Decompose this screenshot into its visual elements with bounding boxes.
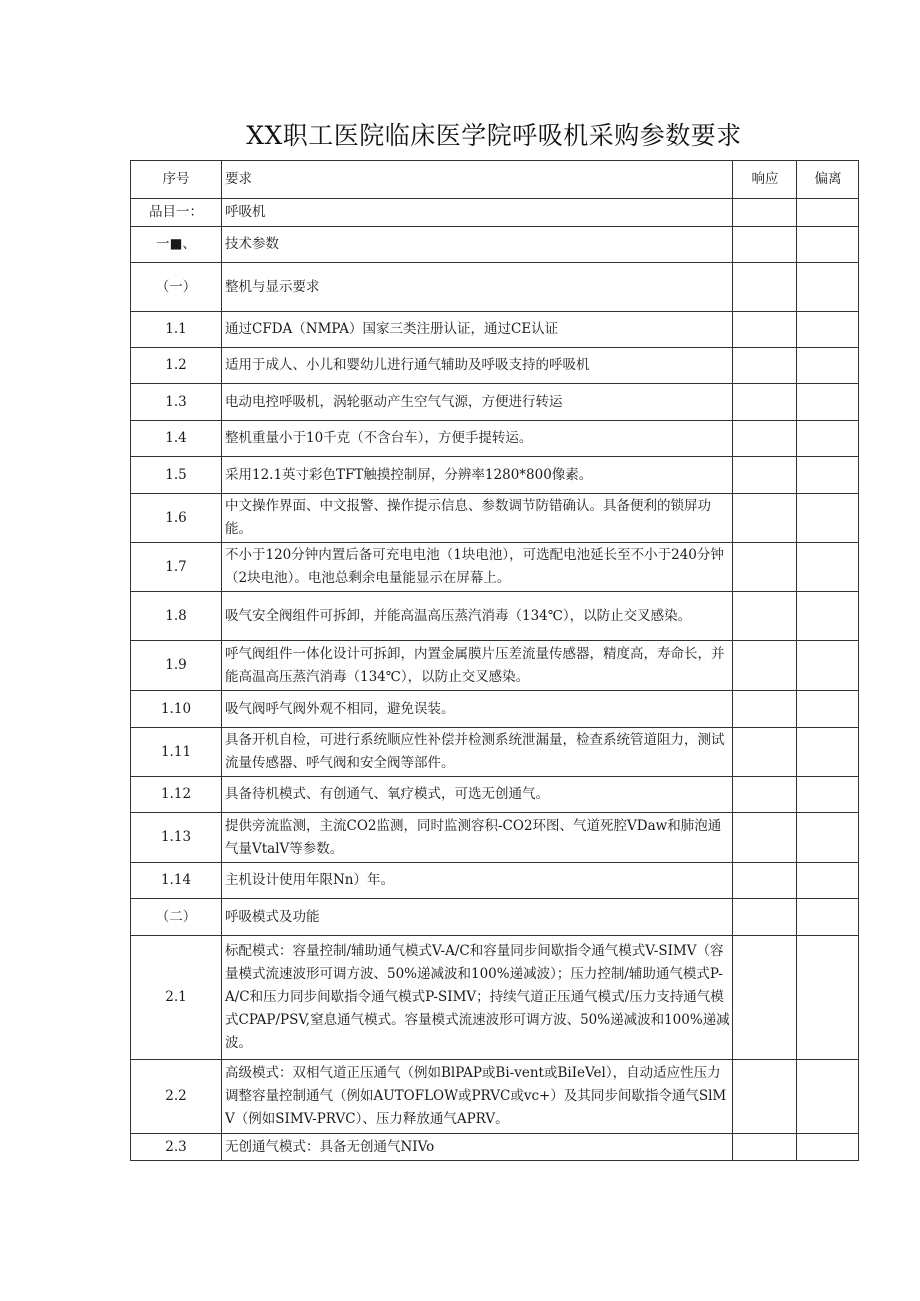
- row-requirement: 标配模式：容量控制/辅助通气模式V-A/C和容量同步间歇指令通气模式V-SIMV（容量模式流速波形可调方波、50%递减波和100%递减波）；压力控制/辅助通气模式P-A/C和压力同步间歇指令通气模式P-SIMV；持续气道正压通气模式/压力支持通气模式CPAP/PSV,窒息通气模式。容量模式流速波形可调方波、50%递减波和100%递减波。: [222, 936, 733, 1060]
- row-requirement: 中文操作界面、中文报警、操作提示信息、参数调节防错确认。具备便利的锁屏功能。: [222, 494, 733, 543]
- deviation-cell[interactable]: [797, 421, 859, 457]
- response-cell[interactable]: [733, 863, 797, 899]
- row-requirement: 高级模式：双相气道正压通气（例如BlPAP或Bi-vent或BiIeVel），自动适应性压力调整容量控制通气（例如AUTOFLOW或PRVC或vc+）及其同步间歇指令通气SlMV（例如SIMV-PRVC）、压力释放通气APRV。: [222, 1060, 733, 1134]
- deviation-cell[interactable]: [797, 691, 859, 728]
- response-cell[interactable]: [733, 691, 797, 728]
- table-row: [131, 227, 859, 263]
- deviation-cell[interactable]: [797, 494, 859, 543]
- row-number: 2.1: [131, 936, 222, 1060]
- table-row: [131, 384, 859, 421]
- table-row: [131, 421, 859, 457]
- deviation-cell[interactable]: [797, 899, 859, 936]
- table-row: [131, 1134, 859, 1161]
- response-cell[interactable]: [733, 494, 797, 543]
- deviation-cell[interactable]: [797, 384, 859, 421]
- table-row: [131, 263, 859, 312]
- deviation-cell[interactable]: [797, 641, 859, 691]
- response-cell[interactable]: [733, 936, 797, 1060]
- response-cell[interactable]: [733, 384, 797, 421]
- deviation-cell[interactable]: [797, 312, 859, 348]
- header-no: 序号: [131, 161, 222, 199]
- deviation-cell[interactable]: [797, 1060, 859, 1134]
- deviation-cell[interactable]: [797, 457, 859, 494]
- page-title: XX职工医院临床医学院呼吸机采购参数要求: [246, 121, 742, 150]
- row-requirement: 吸气阀呼气阀外观不相同，避免误装。: [222, 691, 733, 728]
- row-requirement: 吸气安全阀组件可拆卸，并能高温高压蒸汽消毒（134℃），以防止交叉感染。: [222, 592, 733, 641]
- header-deviation: 偏离: [797, 161, 859, 199]
- response-cell[interactable]: [733, 777, 797, 813]
- row-requirement: 具备开机自检，可进行系统顺应性补偿并检测系统泄漏量，检查系统管道阻力，测试流量传感器、呼气阀和安全阀等部件。: [222, 728, 733, 777]
- row-requirement: 技术参数: [222, 227, 733, 263]
- row-requirement: 整机重量小于10千克（不含台车），方便手提转运。: [222, 421, 733, 457]
- response-cell[interactable]: [733, 592, 797, 641]
- table-row: [131, 494, 859, 543]
- deviation-cell[interactable]: [797, 728, 859, 777]
- response-cell[interactable]: [733, 312, 797, 348]
- deviation-cell[interactable]: [797, 199, 859, 227]
- row-number: 2.3: [131, 1134, 222, 1161]
- row-number: 1.9: [131, 641, 222, 691]
- table-row: [131, 1060, 859, 1134]
- row-number: 2.2: [131, 1060, 222, 1134]
- row-number: 1.5: [131, 457, 222, 494]
- row-number: 1.11: [131, 728, 222, 777]
- table-row: [131, 312, 859, 348]
- row-requirement: 不小于120分钟内置后备可充电电池（1块电池），可选配电池延长至不小于240分钟（2块电池）。电池总剩余电量能显示在屏幕上。: [222, 543, 733, 592]
- response-cell[interactable]: [733, 641, 797, 691]
- requirements-table: [130, 160, 859, 1161]
- row-number: 一■、: [131, 227, 222, 263]
- deviation-cell[interactable]: [797, 936, 859, 1060]
- response-cell[interactable]: [733, 899, 797, 936]
- row-requirement: 电动电控呼吸机，涡轮驱动产生空气气源，方便进行转运: [222, 384, 733, 421]
- table-row: [131, 592, 859, 641]
- response-cell[interactable]: [733, 1060, 797, 1134]
- table-row: [131, 691, 859, 728]
- row-number: 1.12: [131, 777, 222, 813]
- table-row: [131, 863, 859, 899]
- row-requirement: 主机设计使用年限Nn）年。: [222, 863, 733, 899]
- table-row: [131, 936, 859, 1060]
- row-number: 1.8: [131, 592, 222, 641]
- table-row: [131, 641, 859, 691]
- row-number: 1.4: [131, 421, 222, 457]
- row-number: 1.14: [131, 863, 222, 899]
- response-cell[interactable]: [733, 543, 797, 592]
- deviation-cell[interactable]: [797, 543, 859, 592]
- response-cell[interactable]: [733, 728, 797, 777]
- response-cell[interactable]: [733, 1134, 797, 1161]
- row-requirement: 适用于成人、小儿和婴幼儿进行通气辅助及呼吸支持的呼吸机: [222, 348, 733, 384]
- table-row: [131, 777, 859, 813]
- deviation-cell[interactable]: [797, 348, 859, 384]
- deviation-cell[interactable]: [797, 1134, 859, 1161]
- table-row: [131, 457, 859, 494]
- row-requirement: 通过CFDA（NMPA）国家三类注册认证，通过CE认证: [222, 312, 733, 348]
- row-number: 1.1: [131, 312, 222, 348]
- deviation-cell[interactable]: [797, 777, 859, 813]
- row-number: （二）: [131, 899, 222, 936]
- table-row: [131, 199, 859, 227]
- deviation-cell[interactable]: [797, 813, 859, 863]
- row-requirement: 整机与显示要求: [222, 263, 733, 312]
- response-cell[interactable]: [733, 263, 797, 312]
- row-requirement: 呼气阀组件一体化设计可拆卸，内置金属膜片压差流量传感器，精度高，寿命长，并能高温高压蒸汽消毒（134℃），以防止交叉感染。: [222, 641, 733, 691]
- response-cell[interactable]: [733, 813, 797, 863]
- table-row: [131, 728, 859, 777]
- deviation-cell[interactable]: [797, 227, 859, 263]
- table-row: [131, 899, 859, 936]
- header-response: 响应: [733, 161, 797, 199]
- row-requirement: 具备待机模式、有创通气、氧疗模式，可选无创通气。: [222, 777, 733, 813]
- row-number: 品目一：: [131, 199, 222, 227]
- row-requirement: 提供旁流监测，主流CO2监测，同时监测容积-CO2环图、气道死腔VDaw和肺泡通气量VtalV等参数。: [222, 813, 733, 863]
- response-cell[interactable]: [733, 348, 797, 384]
- row-number: 1.3: [131, 384, 222, 421]
- row-number: 1.13: [131, 813, 222, 863]
- row-number: 1.10: [131, 691, 222, 728]
- row-requirement: 呼吸机: [222, 199, 733, 227]
- response-cell[interactable]: [733, 227, 797, 263]
- row-requirement: 采用12.1英寸彩色TFT触摸控制屏，分辨率1280*800像素。: [222, 457, 733, 494]
- table-header-row: [131, 161, 859, 199]
- deviation-cell[interactable]: [797, 592, 859, 641]
- response-cell[interactable]: [733, 199, 797, 227]
- deviation-cell[interactable]: [797, 263, 859, 312]
- table-row: [131, 543, 859, 592]
- header-requirement: 要求: [222, 161, 733, 199]
- row-number: 1.6: [131, 494, 222, 543]
- response-cell[interactable]: [733, 421, 797, 457]
- response-cell[interactable]: [733, 457, 797, 494]
- row-number: 1.2: [131, 348, 222, 384]
- row-number: （一）: [131, 263, 222, 312]
- row-number: 1.7: [131, 543, 222, 592]
- row-requirement: 无创通气模式：具备无创通气NIVo: [222, 1134, 733, 1161]
- table-row: [131, 813, 859, 863]
- row-requirement: 呼吸模式及功能: [222, 899, 733, 936]
- deviation-cell[interactable]: [797, 863, 859, 899]
- table-row: [131, 348, 859, 384]
